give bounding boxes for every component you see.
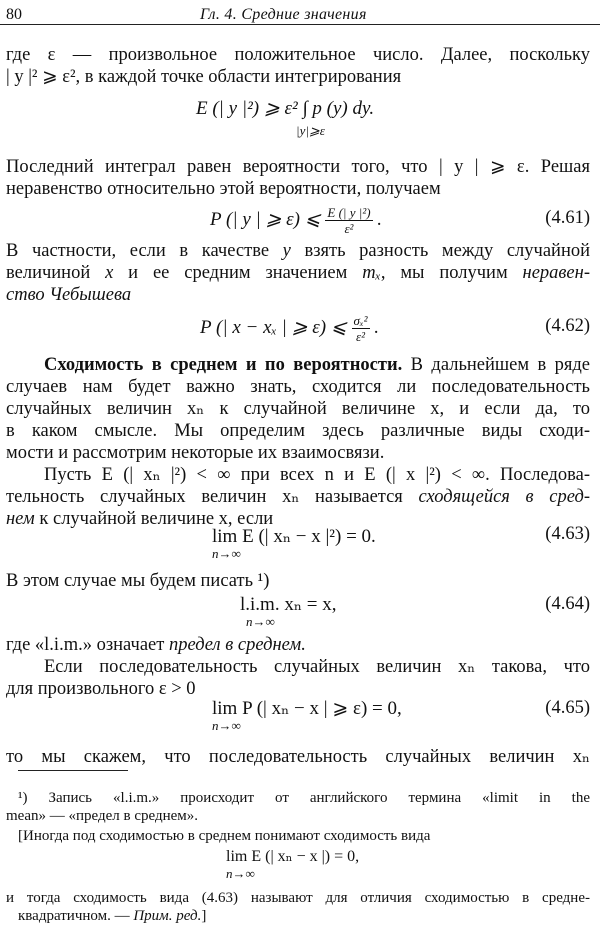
text-line-7: ство Чебышева (6, 285, 132, 305)
l6-part-e: , мы получим (380, 263, 523, 283)
text-line-19: для произвольного ε > 0 (6, 679, 196, 699)
text-line-9: случаев нам будет важно знать, сходится ли последовательность (6, 377, 590, 397)
l6-part-b: x (105, 263, 114, 283)
text-line-4: неравенство относительно этой вероятности, получаем (6, 179, 441, 199)
text-line-10: случайных величин xₙ к случайной величине x, и если да, то (6, 399, 590, 419)
equation-4-65: lim P (| xₙ − x | ⩾ ε) = 0, (212, 698, 402, 719)
l6-part-c: и ее средним значением (113, 263, 363, 283)
eq62-tail: . (369, 317, 380, 338)
footnote-eq-subscript: n→∞ (226, 866, 255, 881)
equation-4-61 (210, 200, 382, 240)
equation-number-4-63: (4.63) (545, 524, 590, 544)
l15-part-a: нем (6, 509, 35, 529)
eq61-fraction (325, 205, 372, 236)
integral-subscript: |y|⩾ε (296, 123, 325, 138)
footnote-rule (18, 770, 128, 771)
l6-part-a: величиной (6, 263, 106, 283)
l5-part-c: взять разность между случайной (290, 241, 591, 261)
text-line-16: В этом случае мы будем писать ¹) (6, 571, 270, 591)
l8-part-b: В дальнейшем в ряде (402, 355, 590, 375)
text-line-12: мости и рассмотрим некоторые их взаимосвязи. (6, 443, 385, 463)
running-header (0, 4, 600, 24)
text-line-5 (6, 240, 590, 262)
l5-part-a: В частности, если в качестве (6, 241, 283, 261)
eq61-numerator: E (| y |²) (327, 205, 371, 221)
footnote-line-2: mean» — «предел в среднем». (6, 808, 199, 824)
eq64-subscript: n→∞ (246, 614, 275, 629)
equation-4-64: l.i.m. xₙ = x, (240, 594, 337, 615)
footnote-line-1: ¹) Запись «l.i.m.» происходит от английского термина «limit in the (18, 790, 590, 806)
text-line-20: то мы скажем, что последовательность случайных величин xₙ (6, 747, 590, 767)
eq62-left: P (| x − xₓ | ⩾ ε) ⩽ (200, 317, 352, 338)
section-heading: Сходимость в среднем и по вероятности. (44, 355, 403, 375)
eq63-subscript: n→∞ (212, 546, 241, 561)
eq61-tail: . (372, 209, 383, 230)
text-line-8 (44, 354, 590, 376)
running-title: Гл. 4. Средние значения (200, 6, 367, 23)
text-line-1: где ε — произвольное положительное число. Далее, поскольку (6, 45, 590, 65)
eq61-denominator: ε² (344, 221, 354, 237)
eq62-denominator: ε² (356, 329, 366, 345)
text-line-18: Если последовательность случайных величин xₙ такова, что (44, 657, 590, 677)
equation-number-4-61: (4.61) (545, 208, 590, 228)
footnote-line-5 (18, 906, 590, 926)
l14-part-b: сходящейся в сред- (418, 487, 590, 507)
integral-equation: E (| y |²) ⩾ ε² ∫ p (y) dy. (196, 98, 375, 119)
f5-part-a: квадратичном. — (18, 908, 134, 924)
f5-part-c: ] (201, 908, 207, 924)
footnote-line-3: [Иногда под сходимостью в среднем понимают сходимость вида (18, 828, 431, 844)
text-line-14 (6, 486, 590, 508)
footnote-line-4: и тогда сходимость вида (4.63) называют для отличия сходимостью в средне- (6, 890, 590, 906)
l15-part-b: к случайной величине x, если (34, 509, 274, 529)
l5-part-b: y (282, 241, 291, 261)
text-line-6 (6, 262, 590, 284)
equation-number-4-65: (4.65) (545, 698, 590, 718)
equation-number-4-64: (4.64) (545, 594, 590, 614)
l17-part-b: предел в среднем. (168, 635, 306, 655)
equation-number-4-62: (4.62) (545, 316, 590, 336)
text-line-11: в каком смысле. Мы определим здесь различные виды сходи- (6, 421, 590, 441)
l14-part-a: тельность случайных величин xₙ называется (6, 487, 419, 507)
f5-part-b: Прим. ред. (133, 908, 202, 924)
l6-part-d: mₓ (362, 263, 381, 283)
text-line-2: | y |² ⩾ ε², в каждой точке области интегрирования (6, 67, 402, 87)
header-rule (0, 24, 600, 25)
eq61-left: P (| y | ⩾ ε) ⩽ (210, 209, 326, 230)
equation-4-62 (200, 308, 379, 348)
page-number: 80 (6, 6, 22, 23)
l17-part-a: где «l.i.m.» означает (6, 635, 169, 655)
equation-4-63: lim E (| xₙ − x |²) = 0. (212, 526, 376, 547)
text-line-3: Последний интеграл равен вероятности того, что | y | ⩾ ε. Решая (6, 157, 590, 177)
eq62-fraction (352, 313, 370, 344)
text-line-13: Пусть E (| xₙ |²) < ∞ при всех n и E (| x |²) < ∞. Последова- (44, 465, 590, 485)
l6-part-f: неравен- (522, 263, 590, 283)
eq65-subscript: n→∞ (212, 718, 241, 733)
eq62-numerator: σₓ² (353, 313, 368, 329)
text-line-17 (6, 634, 590, 656)
footnote-equation: lim E (| xₙ − x |) = 0, (226, 848, 360, 865)
